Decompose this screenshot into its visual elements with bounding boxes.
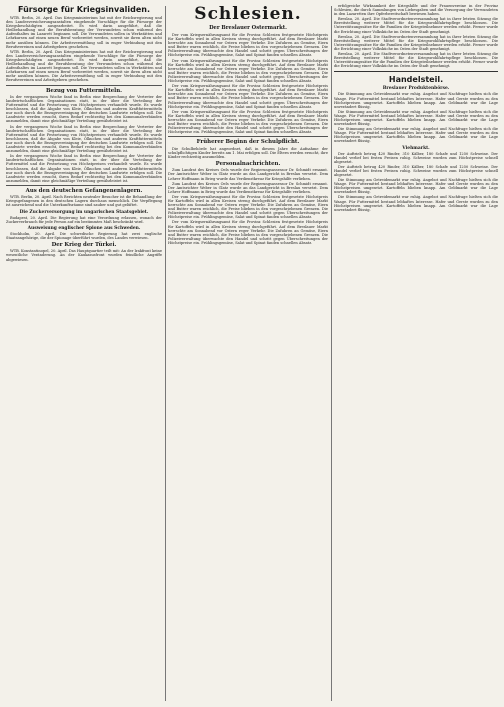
column-divider [331, 6, 332, 701]
article-body: Zum Landrat des Kreises Oels wurde der Regierungsassessor Dr. Schmidt ernannt. Der Amtsrichter Weber in Glatz wurde an das Landgericht in Breslau versetzt. Dem Lehrer Hoffmann in Brieg wurde das Verdienstkreuz für Kriegshilfe verliehen. [168, 168, 328, 181]
article-body: Budapest, 20. April. Die Regierung hat eine Verordnung erlassen, wonach der Zuckerverbrauch für jede Person auf ein bestimmtes Maß beschränkt wird. [6, 215, 162, 224]
article-headline: Personalnachrichten. [215, 160, 281, 167]
column-1 [6, 4, 162, 703]
article-headline: Bezug von Futtermitteln. [45, 87, 123, 94]
column-3 [334, 4, 498, 703]
column-2 [168, 4, 328, 703]
article-body: Die Stimmung am Getreidemarkt war ruhig. Angebot und Nachfrage hielten sich die Waage. Für Futtermittel bestand lebhaftes Interesse. Hafer und Gerste wurden zu den Höchstpreisen umgesetzt. Kartoffeln blieben knapp. Am Geldmarkt war die Lage unverändert flüssig. [334, 127, 498, 144]
article-body: Der vom Kriegsernährungsamt für die Provinz Schlesien festgesetzte Höchstpreis für Kartoffeln wird in allen Kreisen streng durchgeführt. Auf dem Breslauer Markt herrschte am Sonnabend vor Ostern reger Verkehr. Die Zufuhren an Gemüse, Eiern und Butter waren reichlich, die Preise blieben in den vorgeschriebenen Grenzen. Die Polizeiverwaltung überwachte den Handel und schritt gegen Überschreitungen der Höchstpreise ein. Frühlingsgemüse, Salat und Spinat fanden schnellen Absatz. [168, 109, 328, 135]
article-body: erfolgreiche Wirksamkeit der Kriegshilfe und der Frauenvereine in der Provinz Schlesien, die durch Sammlungen von Liebesgaben und die Versorgung der Verwundeten in den Lazaretten ihre Opferbereitschaft bewiesen haben. [334, 4, 498, 17]
article-subtitle: Breslauer Produktenbörse. [382, 86, 450, 92]
article-body: WTB. Berlin, 20. April. Das Kriegsministerium hat mit der Reichsregierung und den Landesversicherungsanstalten eingehende Vorschläge für die Fürsorge der Kriegsbeschädigten ausgearbeitet. Es wird darin ausgeführt, daß die Heilbehandlung und die Berufsberatung der Verwundeten schon während des Aufenthaltes im Lazarett beginnen soll. Die Verwundeten sollen in Werkstätten und Lehrkursen auf einen neuen Beruf vorbereitet werden, soweit sie ihren alten nicht mehr ausüben können. Die Arbeitsvermittlung soll in enger Verbindung mit den Berufsvereinen und Arbeitgebern geschehen. [6, 16, 162, 49]
article-body: WTB. Konstantinopel, 20. April. Das Hauptquartier teilt mit: An der Irakfront keine wesentliche Veränderung. An der Kaukasusfront wurden feindliche Angriffe abgewiesen. [6, 249, 162, 262]
article-subtitle: Der Breslauer Ostermarkt. [209, 25, 287, 31]
section-masthead: Schlesien. [194, 4, 302, 24]
article-body: In der vergangenen Woche fand in Berlin eine Besprechung der Vertreter der landwirtschaftlichen Organisationen statt, in der über die Verteilung der Futtermittel und die Festsetzung von Höchstpreisen verhandelt wurde. Es wurde beschlossen, daß die Abgabe von Kleie, Ölkuchen und anderen Kraftfuttermitteln nur noch durch die Bezugsvereinigung der deutschen Landwirte erfolgen soll. Die Landwirte werden ersucht, ihren Bedarf rechtzeitig bei den Kommunalverbänden anzumelden, damit eine gleichmäßige Verteilung gewährleistet ist. [6, 154, 162, 183]
article-body: WTB. Berlin, 20. April. Das Kriegsministerium hat mit der Reichsregierung und den Landesversicherungsanstalten eingehende Vorschläge für die Fürsorge der Kriegsbeschädigten ausgearbeitet. Es wird darin ausgeführt, daß die Heilbehandlung und die Berufsberatung der Verwundeten schon während des Aufenthaltes im Lazarett beginnen soll. Die Verwundeten sollen in Werkstätten und Lehrkursen auf einen neuen Beruf vorbereitet werden, soweit sie ihren alten nicht mehr ausüben können. Die Arbeitsvermittlung soll in enger Verbindung mit den Berufsvereinen und Arbeitgebern geschehen. [6, 49, 162, 83]
article-headline: Handelsteil. [388, 75, 444, 85]
article-body: Breslau, 20. April. Die Stadtverordnetenversammlung hat in ihrer letzten Sitzung die Bereitstellung weiterer Mittel für die Kriegswohlfahrtspflege beschlossen. Die Unterstützungssätze für die Familien der Kriegsteilnehmer werden erhöht. Ferner wurde die Errichtung einer Volksküche im Osten der Stadt genehmigt. [334, 34, 498, 51]
divider [6, 85, 162, 86]
article-body: Stockholm, 20. April. Die schwedische Regierung hat zwei englische Staatsangehörige, die der Spionage überführt wurden, des Landes verwiesen. [6, 231, 162, 240]
article-body: Zum Landrat des Kreises Oels wurde der Regierungsassessor Dr. Schmidt ernannt. Der Amtsrichter Weber in Glatz wurde an das Landgericht in Breslau versetzt. Dem Lehrer Hoffmann in Brieg wurde das Verdienstkreuz für Kriegshilfe verliehen. [168, 181, 328, 194]
article-body: Der vom Kriegsernährungsamt für die Provinz Schlesien festgesetzte Höchstpreis für Kartoffeln wird in allen Kreisen streng durchgeführt. Auf dem Breslauer Markt herrschte am Sonnabend vor Ostern reger Verkehr. Die Zufuhren an Gemüse, Eiern und Butter waren reichlich, die Preise blieben in den vorgeschriebenen Grenzen. Die Polizeiverwaltung überwachte den Handel und schritt gegen Überschreitungen der Höchstpreise ein. Frühlingsgemüse, Salat und Spinat fanden schnellen Absatz. [168, 84, 328, 109]
article-body: Der vom Kriegsernährungsamt für die Provinz Schlesien festgesetzte Höchstpreis für Kartoffeln wird in allen Kreisen streng durchgeführt. Auf dem Breslauer Markt herrschte am Sonnabend vor Ostern reger Verkehr. Die Zufuhren an Gemüse, Eiern und Butter waren reichlich, die Preise blieben in den vorgeschriebenen Grenzen. Die Polizeiverwaltung überwachte den Handel und schritt gegen Überschreitungen der Höchstpreise ein. Frühlingsgemüse, Salat und Spinat fanden schnellen Absatz. [168, 58, 328, 84]
divider [168, 136, 328, 137]
article-body: Die Stimmung am Getreidemarkt war ruhig. Angebot und Nachfrage hielten sich die Waage. Für Futtermittel bestand lebhaftes Interesse. Hafer und Gerste wurden zu den Höchstpreisen umgesetzt. Kartoffeln blieben knapp. Am Geldmarkt war die Lage unverändert flüssig. [334, 92, 498, 109]
article-body: Die Stimmung am Getreidemarkt war ruhig. Angebot und Nachfrage hielten sich die Waage. Für Futtermittel bestand lebhaftes Interesse. Hafer und Gerste wurden zu den Höchstpreisen umgesetzt. Kartoffeln blieben knapp. Am Geldmarkt war die Lage unverändert flüssig. [334, 178, 498, 195]
column-divider [165, 6, 166, 701]
article-body: In der vergangenen Woche fand in Berlin eine Besprechung der Vertreter der landwirtschaftlichen Organisationen statt, in der über die Verteilung der Futtermittel und die Festsetzung von Höchstpreisen verhandelt wurde. Es wurde beschlossen, daß die Abgabe von Kleie, Ölkuchen und anderen Kraftfuttermitteln nur noch durch die Bezugsvereinigung der deutschen Landwirte erfolgen soll. Die Landwirte werden ersucht, ihren Bedarf rechtzeitig bei den Kommunalverbänden anzumelden, damit eine gleichmäßige Verteilung gewährleistet ist. [6, 124, 162, 154]
divider [6, 185, 162, 186]
article-headline: Ausweisung englischer Spione aus Schweden. [27, 225, 141, 231]
article-body: Breslau, 20. April. Die Stadtverordnetenversammlung hat in ihrer letzten Sitzung die Bereitstellung weiterer Mittel für die Kriegswohlfahrtspflege beschlossen. Die Unterstützungssätze für die Familien der Kriegsteilnehmer werden erhöht. Ferner wurde die Errichtung einer Volksküche im Osten der Stadt genehmigt. [334, 52, 498, 69]
article-headline: Viehmarkt. [402, 145, 430, 151]
article-headline: Früherer Beginn der Schulpflicht. [196, 139, 300, 146]
article-headline: Der Krieg der Türkei. [51, 241, 117, 248]
article-body: Die Schulbehörde hat angeordnet, daß in diesem Jahre die Aufnahme der schulpflichtigen Kinder bereits am 1. Mai erfolgen soll. Die Eltern werden ersucht, ihre Kinder rechtzeitig anzumelden. [168, 146, 328, 159]
article-body: Der vom Kriegsernährungsamt für die Provinz Schlesien festgesetzte Höchstpreis für Kartoffeln wird in allen Kreisen streng durchgeführt. Auf dem Breslauer Markt herrschte am Sonnabend vor Ostern reger Verkehr. Die Zufuhren an Gemüse, Eiern und Butter waren reichlich, die Preise blieben in den vorgeschriebenen Grenzen. Die Polizeiverwaltung überwachte den Handel und schritt gegen Überschreitungen der Höchstpreise ein. Frühlingsgemüse, Salat und Spinat fanden schnellen Absatz. [168, 33, 328, 58]
article-body: In der vergangenen Woche fand in Berlin eine Besprechung der Vertreter der landwirtschaftlichen Organisationen statt, in der über die Verteilung der Futtermittel und die Festsetzung von Höchstpreisen verhandelt wurde. Es wurde beschlossen, daß die Abgabe von Kleie, Ölkuchen und anderen Kraftfuttermitteln nur noch durch die Bezugsvereinigung der deutschen Landwirte erfolgen soll. Die Landwirte werden ersucht, ihren Bedarf rechtzeitig bei den Kommunalverbänden anzumelden, damit eine gleichmäßige Verteilung gewährleistet ist. [6, 94, 162, 124]
article-body: Der vom Kriegsernährungsamt für die Provinz Schlesien festgesetzte Höchstpreis für Kartoffeln wird in allen Kreisen streng durchgeführt. Auf dem Breslauer Markt herrschte am Sonnabend vor Ostern reger Verkehr. Die Zufuhren an Gemüse, Eiern und Butter waren reichlich, die Preise blieben in den vorgeschriebenen Grenzen. Die Polizeiverwaltung überwachte den Handel und schritt gegen Überschreitungen der Höchstpreise ein. Frühlingsgemüse, Salat und Spinat fanden schnellen Absatz. [168, 194, 328, 220]
article-body: Der vom Kriegsernährungsamt für die Provinz Schlesien festgesetzte Höchstpreis für Kartoffeln wird in allen Kreisen streng durchgeführt. Auf dem Breslauer Markt herrschte am Sonnabend vor Ostern reger Verkehr. Die Zufuhren an Gemüse, Eiern und Butter waren reichlich, die Preise blieben in den vorgeschriebenen Grenzen. Die Polizeiverwaltung überwachte den Handel und schritt gegen Überschreitungen der Höchstpreise ein. Frühlingsgemüse, Salat und Spinat fanden schnellen Absatz. [168, 220, 328, 245]
article-body: WTB. Berlin, 20. April. Nach Berichten neutraler Besucher ist die Behandlung der Kriegsgefangenen in den deutschen Lagern durchaus menschlich. Die Verpflegung ist ausreichend und die Unterkunftsräume sind sauber und gut gelüftet. [6, 195, 162, 208]
article-body: Der Auftrieb betrug 420 Rinder, 310 Kälber, 180 Schafe und 1250 Schweine. Der Handel verlief bei festen Preisen ruhig. Schweine wurden zum Höchstpreise schnell abgesetzt. [334, 164, 498, 177]
article-headline: Die Zuckerversorgung im ungarischen Staatsgebiet. [19, 209, 149, 215]
article-body: Die Stimmung am Getreidemarkt war ruhig. Angebot und Nachfrage hielten sich die Waage. Für Futtermittel bestand lebhaftes Interesse. Hafer und Gerste wurden zu den Höchstpreisen umgesetzt. Kartoffeln blieben knapp. Am Geldmarkt war die Lage unverändert flüssig. [334, 195, 498, 212]
article-headline: Aus den deutschen Gefangenenlagern. [25, 187, 143, 194]
article-body: Breslau, 20. April. Die Stadtverordnetenversammlung hat in ihrer letzten Sitzung die Bereitstellung weiterer Mittel für die Kriegswohlfahrtspflege beschlossen. Die Unterstützungssätze für die Familien der Kriegsteilnehmer werden erhöht. Ferner wurde die Errichtung einer Volksküche im Osten der Stadt genehmigt. [334, 17, 498, 34]
article-body: Die Stimmung am Getreidemarkt war ruhig. Angebot und Nachfrage hielten sich die Waage. Für Futtermittel bestand lebhaftes Interesse. Hafer und Gerste wurden zu den Höchstpreisen umgesetzt. Kartoffeln blieben knapp. Am Geldmarkt war die Lage unverändert flüssig. [334, 109, 498, 127]
article-headline: Fürsorge für Kriegsinvaliden. [18, 5, 150, 14]
divider [334, 71, 498, 72]
article-body: Der Auftrieb betrug 420 Rinder, 310 Kälber, 180 Schafe und 1250 Schweine. Der Handel verlief bei festen Preisen ruhig. Schweine wurden zum Höchstpreise schnell abgesetzt. [334, 151, 498, 164]
